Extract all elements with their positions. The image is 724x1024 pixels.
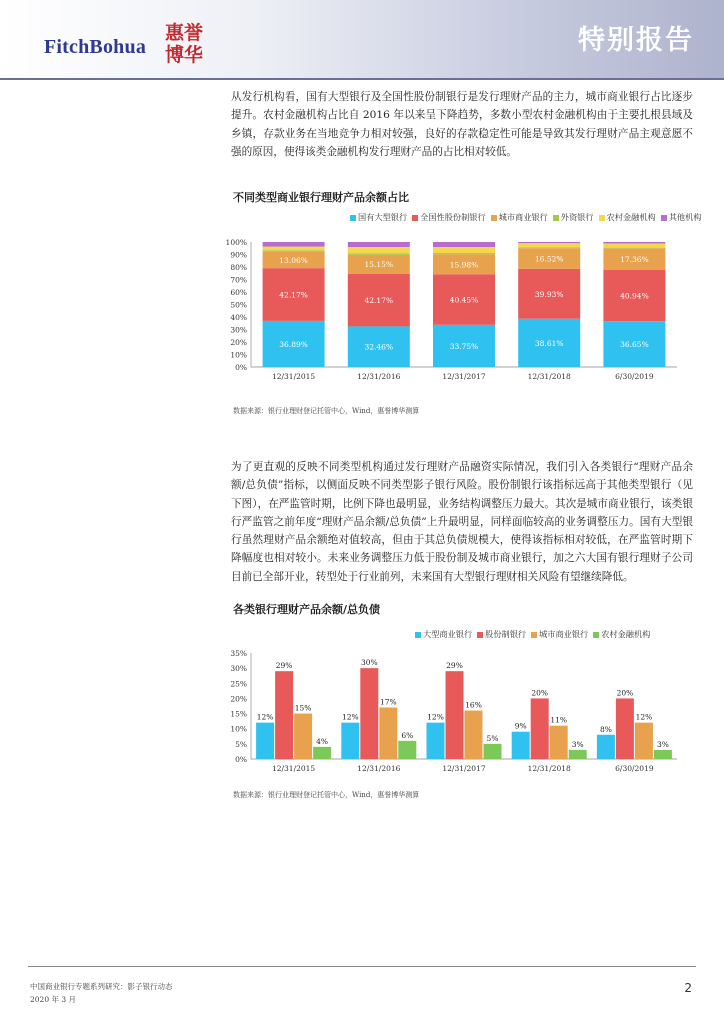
- legend-swatch: [491, 215, 497, 221]
- header-divider: [0, 78, 724, 80]
- data-label: 36.65%: [620, 340, 649, 350]
- data-label: 6%: [401, 730, 414, 740]
- data-label: 17%: [379, 697, 397, 707]
- bar-segment: [263, 242, 325, 247]
- data-label: 11%: [550, 715, 568, 725]
- data-label: 12%: [341, 712, 359, 722]
- bar: [484, 744, 502, 759]
- chart1-legend: [350, 212, 701, 223]
- x-tick-label: 12/31/2016: [357, 764, 401, 773]
- bar: [569, 750, 587, 759]
- x-tick-label: 12/31/2017: [442, 764, 486, 773]
- bar: [512, 732, 530, 759]
- legend-swatch: [350, 215, 356, 221]
- bar: [256, 723, 274, 759]
- x-tick-label: 12/31/2015: [271, 372, 316, 381]
- bar-segment: [518, 243, 580, 247]
- y-tick-label: 100%: [225, 238, 247, 247]
- legend-item: [350, 212, 407, 223]
- paragraph-issuer-structure: 从发行机构看，国有大型银行及全国性股份制银行是发行理财产品的主力，城市商业银行占比逐步提升。农村金融机构占比自 2016 年以来呈下降趋势，多数小型农村金融机构由于主要扎根县域及乡镇，存款业务在当地竞争力相对较强，良好的存款稳定性可能是导致其发行理财产品主观意愿不强的原因，使得该类金融机构发行理财产品的占比相对较低。: [231, 91, 693, 158]
- x-tick-label: 12/31/2016: [357, 372, 401, 381]
- legend-item: [531, 629, 588, 640]
- data-label: 33.75%: [449, 341, 479, 351]
- x-tick-label: 6/30/2019: [615, 372, 654, 381]
- y-tick-label: 40%: [230, 313, 247, 322]
- bar: [446, 671, 464, 759]
- data-label: 40.94%: [620, 291, 649, 301]
- page-number: 2: [684, 981, 692, 995]
- logo-chinese-seal: 惠誉 博华: [164, 22, 203, 66]
- y-tick-label: 50%: [230, 300, 247, 310]
- bar: [398, 741, 416, 759]
- data-label: 29%: [446, 661, 463, 671]
- legend-item: [661, 212, 702, 223]
- data-label: 40.45%: [449, 295, 479, 305]
- data-label: 32.46%: [364, 342, 394, 352]
- legend-swatch: [593, 632, 599, 638]
- data-label: 15%: [294, 703, 312, 713]
- legend-swatch: [477, 632, 483, 638]
- paragraph-wmp-liability-ratio: 为了更直观的反映不同类型机构通过发行理财产品融资实际情况，我们引入各类银行“理财产品余额/总负债”指标，以侧面反映不同类型影子银行风险。股份制银行该指标远高于其他类型银行（见下图），在严监管时期，比例下降也最明显，业务结构调整压力最大。其次是城市商业银行，该类银行严监管之前年度“理财产品余额/总负债”上升最明显，同样面临较高的业务调整压力。国有大型银行虽然理财产品余额绝对值较高，但由于其总负债规模大，使得该指标相对较低，在严监管时期下降幅度也相对较小。未来业务调整压力低于股份制及城市商业银行，加之六大国有银行理财子公司目前已全部开业，转型处于行业前列，未来国有大型银行理财相关风险有望继续降低。: [231, 461, 693, 583]
- y-tick-label: 35%: [230, 649, 247, 658]
- y-tick-label: 70%: [230, 275, 247, 285]
- y-tick-label: 60%: [230, 288, 247, 297]
- bar: [550, 726, 568, 759]
- bar: [313, 747, 331, 759]
- x-tick-label: 12/31/2018: [527, 372, 571, 381]
- bar: [635, 723, 653, 759]
- bar: [379, 708, 397, 759]
- chart2-source: 数据来源：银行业理财登记托管中心，Wind，惠誉博华测算: [233, 791, 420, 799]
- bar-segment: [433, 242, 495, 247]
- data-label: 4%: [316, 736, 329, 746]
- bar-segment: [433, 247, 495, 253]
- data-label: 12%: [635, 712, 653, 722]
- legend-item: [477, 629, 526, 640]
- report-type-title: 特别报告: [578, 25, 694, 56]
- chart1-title: 不同类型商业银行理财产品余额占比: [233, 191, 409, 204]
- data-label: 15.15%: [364, 260, 394, 270]
- legend-label: 全国性股份制银行: [420, 212, 486, 222]
- data-label: 8%: [599, 724, 612, 734]
- bar: [654, 750, 672, 759]
- legend-item: [415, 629, 472, 640]
- chart1-stacked-bar: [225, 234, 693, 394]
- legend-label: 城市商业银行: [539, 629, 589, 639]
- bar-segment: [348, 242, 410, 247]
- legend-label: 农村金融机构: [606, 212, 656, 222]
- y-tick-label: 10%: [230, 350, 247, 360]
- data-label: 39.93%: [534, 289, 564, 299]
- data-label: 5%: [486, 733, 499, 743]
- y-tick-label: 0%: [235, 363, 247, 372]
- legend-label: 国有大型银行: [358, 212, 408, 222]
- legend-label: 外资银行: [560, 212, 594, 222]
- data-label: 20%: [531, 688, 549, 698]
- bar: [294, 714, 312, 759]
- legend-item: [412, 212, 486, 223]
- legend-swatch: [412, 215, 418, 221]
- data-label: 42.17%: [364, 296, 394, 306]
- bar: [597, 735, 615, 759]
- data-label: 12%: [256, 712, 274, 722]
- legend-label: 城市商业银行: [498, 212, 548, 222]
- chart1-source: 数据来源：银行业理财登记托管中心，Wind，惠誉博华测算: [233, 407, 420, 415]
- bar-segment: [263, 247, 325, 251]
- data-label: 3%: [656, 739, 669, 749]
- data-label: 42.17%: [279, 290, 308, 300]
- bar: [360, 668, 378, 759]
- bar-segment: [518, 242, 580, 243]
- y-tick-label: 0%: [235, 755, 247, 764]
- y-tick-label: 30%: [230, 664, 247, 674]
- data-label: 3%: [571, 739, 584, 749]
- data-label: 36.89%: [279, 339, 308, 349]
- y-tick-label: 20%: [230, 694, 247, 704]
- legend-label: 股份制银行: [485, 629, 527, 639]
- data-label: 9%: [514, 721, 527, 731]
- y-tick-label: 10%: [230, 724, 247, 734]
- data-label: 16%: [465, 700, 482, 710]
- data-label: 29%: [275, 661, 293, 671]
- bar-segment: [348, 254, 410, 255]
- bar-segment: [603, 242, 665, 243]
- data-label: 15.98%: [449, 260, 479, 270]
- bar: [341, 723, 359, 759]
- legend-swatch: [661, 215, 667, 221]
- footer-series-title: 中国商业银行专题系列研究：影子银行动态: [30, 982, 173, 991]
- legend-label: 其他机构: [668, 212, 702, 222]
- legend-item: [593, 629, 650, 640]
- y-tick-label: 80%: [230, 263, 247, 272]
- y-tick-label: 20%: [230, 338, 247, 347]
- chart2-legend: [415, 629, 650, 640]
- y-tick-label: 25%: [230, 679, 247, 689]
- legend-label: 大型商业银行: [423, 629, 473, 639]
- chart2-title: 各类银行理财产品余额/总负债: [233, 603, 381, 616]
- y-tick-label: 5%: [235, 739, 247, 749]
- legend-item: [553, 212, 594, 223]
- x-tick-label: 12/31/2018: [527, 764, 571, 773]
- bar-segment: [433, 253, 495, 254]
- footer-divider: [28, 966, 696, 967]
- y-tick-label: 15%: [230, 709, 247, 719]
- footer-date: 2020 年 3 月: [30, 995, 77, 1004]
- legend-swatch: [531, 632, 537, 638]
- data-label: 13.06%: [279, 256, 308, 266]
- y-tick-label: 90%: [230, 250, 247, 260]
- bar-segment: [603, 248, 665, 249]
- data-label: 16.52%: [534, 254, 564, 264]
- y-tick-label: 30%: [230, 325, 247, 335]
- bar-segment: [348, 247, 410, 254]
- legend-swatch: [599, 215, 605, 221]
- bar: [275, 671, 293, 759]
- data-label: 38.61%: [534, 338, 564, 348]
- x-tick-label: 6/30/2019: [615, 764, 654, 773]
- legend-item: [491, 212, 548, 223]
- bar-segment: [603, 243, 665, 247]
- data-label: 17.36%: [620, 255, 649, 265]
- bar-segment: [518, 247, 580, 248]
- bar: [465, 711, 483, 759]
- bar: [531, 698, 549, 759]
- x-tick-label: 12/31/2017: [442, 372, 486, 381]
- data-label: 30%: [360, 658, 378, 668]
- legend-item: [599, 212, 656, 223]
- data-label: 20%: [616, 688, 634, 698]
- legend-swatch: [415, 632, 421, 638]
- data-label: 12%: [427, 712, 444, 722]
- legend-swatch: [553, 215, 559, 221]
- logo-text: FitchBohua: [44, 36, 147, 58]
- legend-label: 农村金融机构: [601, 629, 651, 639]
- bar: [427, 723, 445, 759]
- x-tick-label: 12/31/2015: [271, 764, 316, 773]
- bar-segment: [263, 250, 325, 252]
- bar: [616, 698, 634, 759]
- chart2-grouped-bar: [225, 647, 693, 777]
